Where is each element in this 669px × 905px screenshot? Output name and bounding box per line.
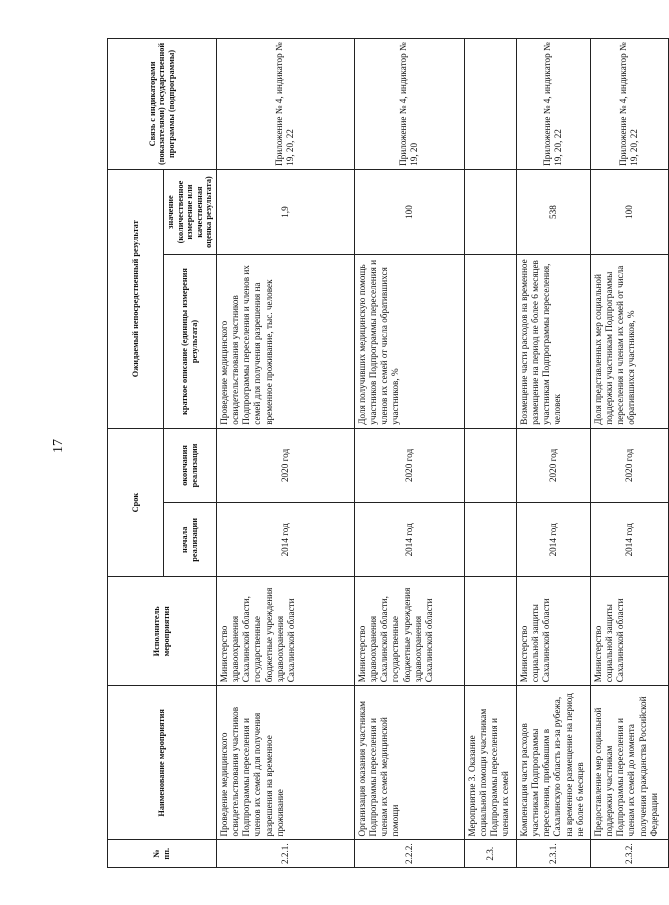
row-name: Компенсация части расходов участникам Подпрограммы переселения, прибывшим в Сахалинскую область из-за рубежа, на временное размещение на период не более 6 месяцев	[516, 686, 590, 840]
header-brief: краткое описание (единицы измерения результата)	[164, 255, 217, 429]
table-row	[464, 39, 516, 868]
table-row	[516, 39, 590, 868]
row-start: 2014 год	[216, 503, 354, 577]
row-brief: Проведение медицинского освидетельствования участников Подпрограммы переселения и членов их семей для получения разрешения на временное проживание, тыс. человек	[216, 255, 354, 429]
row-value	[464, 169, 516, 254]
row-start: 2014 год	[354, 503, 464, 577]
row-start	[464, 503, 516, 577]
row-value: 100	[354, 169, 464, 254]
row-num: 2.3.1.	[516, 840, 590, 868]
row-executor: Министерство социальной защиты Сахалинской области	[590, 577, 668, 686]
table-row	[216, 39, 354, 868]
row-executor: Министерство социальной защиты Сахалинской области	[516, 577, 590, 686]
row-start: 2014 год	[516, 503, 590, 577]
row-end: 2020 год	[590, 428, 668, 502]
row-start: 2014 год	[590, 503, 668, 577]
header-name: Наименование мероприятия	[108, 686, 217, 840]
row-end: 2020 год	[516, 428, 590, 502]
row-value: 100	[590, 169, 668, 254]
header-expected: Ожидаемый непосредственный результат	[108, 169, 164, 428]
row-end	[464, 428, 516, 502]
row-executor: Министерство здравоохранения Сахалинской области, государственные бюджетные учреждения здравоохранения Сахалинской области	[354, 577, 464, 686]
header-value: значение (количественное измерение или качественная оценка результата)	[164, 169, 217, 254]
row-num: 2.2.2.	[354, 840, 464, 868]
row-executor	[464, 577, 516, 686]
row-link: Приложение № 4, индикатор № 19, 20, 22	[516, 39, 590, 170]
header-end: окончания реализации	[164, 428, 217, 502]
row-num: 2.3.2.	[590, 840, 668, 868]
row-name: Организация оказания участникам Подпрограммы переселения и членам их семей медицинской помощи	[354, 686, 464, 840]
header-num: № пп.	[108, 840, 217, 868]
row-brief: Доля получивших медицинскую помощь участников Подпрограммы переселения и членов их семей от числа обратившихся участников, %	[354, 255, 464, 429]
row-executor: Министерство здравоохранения Сахалинской области, государственные бюджетные учреждения здравоохранения Сахалинской области	[216, 577, 354, 686]
measures-table	[107, 38, 669, 868]
row-brief: Возмещение части расходов на временное размещение на период не более 6 месяцев участникам Подпрограммы переселения, человек	[516, 255, 590, 429]
row-link: Приложение № 4, индикатор № 19, 20	[354, 39, 464, 170]
row-name: Мероприятие 3. Оказание социальной помощи участникам Подпрограммы переселения и членам их семей	[464, 686, 516, 840]
row-value: 538	[516, 169, 590, 254]
row-link: Приложение № 4, индикатор № 19, 20, 22	[590, 39, 668, 170]
header-row-1	[108, 39, 164, 868]
row-link: Приложение № 4, индикатор № 19, 20, 22	[216, 39, 354, 170]
row-name: Проведение медицинского освидетельствования участников Подпрограммы переселения и членов их семей для получения разрешения на временное проживание	[216, 686, 354, 840]
row-end: 2020 год	[354, 428, 464, 502]
row-name: Предоставление мер социальной поддержки участникам Подпрограммы переселения и членам их семей до момента получения гражданства Российской Федерации	[590, 686, 668, 840]
row-brief: Доля представленных мер социальной поддержки участникам Подпрограммы переселения и членам их семей от числа обратившихся участников, %	[590, 255, 668, 429]
row-value: 1,9	[216, 169, 354, 254]
row-end: 2020 год	[216, 428, 354, 502]
table-row	[354, 39, 464, 868]
page-number: 17	[51, 439, 66, 453]
document-table-rotated	[107, 38, 659, 868]
row-link	[464, 39, 516, 170]
header-executor: Исполнитель мероприятия	[108, 577, 217, 686]
row-brief	[464, 255, 516, 429]
row-num: 2.3.	[464, 840, 516, 868]
row-num: 2.2.1.	[216, 840, 354, 868]
header-link: Связь с индикаторами (показателями) государственной программы (подпрограммы)	[108, 39, 217, 170]
table-row	[590, 39, 668, 868]
header-start: начала реализации	[164, 503, 217, 577]
header-period: Срок	[108, 428, 164, 577]
